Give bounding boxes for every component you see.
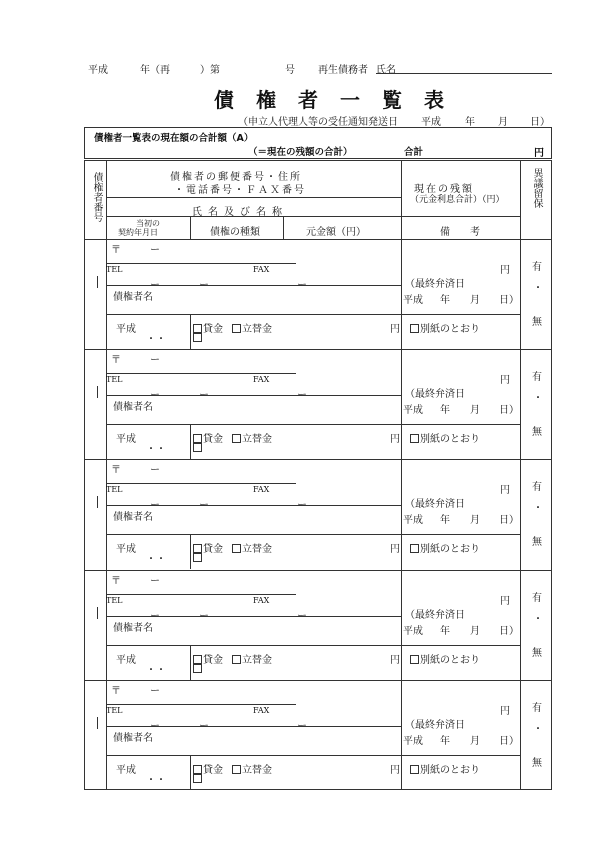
separate-sheet-checkbox[interactable] bbox=[410, 320, 480, 335]
entry-number-mark bbox=[97, 607, 98, 619]
address-line bbox=[106, 263, 296, 264]
entry-has: 有 bbox=[532, 262, 542, 273]
entry-creditor-label: 債権者名 bbox=[113, 402, 153, 413]
other-checkbox[interactable] bbox=[193, 443, 203, 454]
header-current-balance-2: （元金利息合計）（円） bbox=[410, 195, 505, 205]
checkbox-icon[interactable] bbox=[193, 553, 202, 562]
header-number-prefix: ）第 bbox=[200, 65, 220, 76]
entry-dash1: ー bbox=[150, 280, 160, 291]
entry-era: 平成 bbox=[116, 324, 136, 335]
entry-tel-label: TEL bbox=[106, 265, 123, 274]
separate-sheet-checkbox-label: 別紙のとおり bbox=[420, 655, 480, 666]
entry-fax-label: FAX bbox=[253, 596, 270, 605]
header-address-line1: 債権者の郵便番号・住所 bbox=[170, 172, 302, 183]
entry-none: 無 bbox=[532, 427, 542, 438]
entry-separator bbox=[84, 680, 552, 681]
loan-checkbox-label: 貸金 bbox=[203, 655, 223, 666]
address-line bbox=[106, 594, 296, 595]
other-checkbox[interactable] bbox=[193, 333, 203, 344]
entry-last-month: 月 bbox=[470, 515, 480, 526]
advance-checkbox-label: 立替金 bbox=[242, 324, 272, 335]
checkbox-icon[interactable] bbox=[232, 544, 241, 553]
remarks-line bbox=[401, 534, 520, 535]
entry-number-mark bbox=[97, 386, 98, 398]
entry-has: 有 bbox=[532, 703, 542, 714]
separate-sheet-checkbox[interactable] bbox=[410, 540, 480, 555]
entry-dash2: ー bbox=[199, 280, 209, 291]
header-creditor-no: 債権者番号 bbox=[91, 172, 102, 222]
col-line-balance bbox=[401, 160, 402, 790]
entry-postal-dash: ー bbox=[150, 686, 160, 697]
entry-postal-mark: 〒 bbox=[111, 686, 121, 697]
other-checkbox[interactable] bbox=[193, 664, 203, 675]
entry-fax-label: FAX bbox=[253, 375, 270, 384]
separate-sheet-checkbox-label: 別紙のとおり bbox=[420, 434, 480, 445]
notice-year: 年 bbox=[465, 117, 475, 128]
entry-dash1: ー bbox=[150, 390, 160, 401]
entry-fax-label: FAX bbox=[253, 265, 270, 274]
summary-total-label: 合計 bbox=[404, 147, 424, 158]
entry-dots: ・・ bbox=[146, 334, 166, 345]
entry-last-month: 月 bbox=[470, 295, 480, 306]
entry-separator bbox=[84, 570, 552, 571]
header-objection: 異議留保 bbox=[531, 168, 542, 208]
entry-dash1: ー bbox=[150, 721, 160, 732]
loan-checkbox-label: 貸金 bbox=[203, 765, 223, 776]
checkbox-icon[interactable] bbox=[232, 765, 241, 774]
entry-separator bbox=[84, 459, 552, 460]
advance-checkbox-label: 立替金 bbox=[242, 544, 272, 555]
checkbox-icon[interactable] bbox=[193, 774, 202, 783]
entry-yen: 円 bbox=[390, 434, 400, 445]
entry-dot: ・ bbox=[533, 393, 543, 404]
advance-checkbox[interactable] bbox=[232, 761, 272, 776]
advance-checkbox[interactable] bbox=[232, 651, 272, 666]
entry-era: 平成 bbox=[116, 765, 136, 776]
checkbox-icon[interactable] bbox=[193, 765, 202, 774]
entry-tel-label: TEL bbox=[106, 375, 123, 384]
summary-line1: 債権者一覧表の現在額の合計額（A） bbox=[94, 133, 254, 144]
entry-tel-label: TEL bbox=[106, 485, 123, 494]
entry-creditor-label: 債権者名 bbox=[113, 512, 153, 523]
address-line bbox=[106, 483, 296, 484]
entry-last-era: 平成 bbox=[403, 295, 423, 306]
header-name-line: 氏名及び名称 bbox=[192, 207, 288, 218]
loan-checkbox-label: 貸金 bbox=[203, 324, 223, 335]
separate-sheet-checkbox[interactable] bbox=[410, 430, 480, 445]
entry-has: 有 bbox=[532, 593, 542, 604]
header-era: 平成 bbox=[88, 65, 108, 76]
entry-balance-yen: 円 bbox=[500, 265, 510, 276]
address-line bbox=[106, 704, 296, 705]
entry-fax-label: FAX bbox=[253, 706, 270, 715]
entry-last-day: 日） bbox=[499, 405, 519, 416]
entry-last-era: 平成 bbox=[403, 736, 423, 747]
entry-postal-mark: 〒 bbox=[111, 245, 121, 256]
entry-postal-dash: ー bbox=[150, 355, 160, 366]
advance-checkbox[interactable] bbox=[232, 430, 272, 445]
col-line-objection bbox=[520, 160, 521, 790]
entry-dash2: ー bbox=[199, 500, 209, 511]
entry-last-year: 年 bbox=[440, 626, 450, 637]
entry-tel-label: TEL bbox=[106, 706, 123, 715]
separate-sheet-checkbox-label: 別紙のとおり bbox=[420, 544, 480, 555]
entry-last-payment: （最終弁済日 bbox=[405, 499, 465, 510]
entry-postal-dash: ー bbox=[150, 576, 160, 587]
checkbox-icon[interactable] bbox=[410, 765, 419, 774]
entry-fax-label: FAX bbox=[253, 485, 270, 494]
checkbox-icon[interactable] bbox=[193, 324, 202, 333]
entry-last-year: 年 bbox=[440, 736, 450, 747]
entry-era: 平成 bbox=[116, 434, 136, 445]
entry-dots: ・・ bbox=[146, 554, 166, 565]
checkbox-icon[interactable] bbox=[410, 434, 419, 443]
loan-checkbox-label: 貸金 bbox=[203, 434, 223, 445]
entry-dash1: ー bbox=[150, 611, 160, 622]
separate-sheet-checkbox[interactable] bbox=[410, 651, 480, 666]
entry-fax-dash: ー bbox=[297, 611, 307, 622]
notice-era: 平成 bbox=[421, 117, 441, 128]
entry-last-month: 月 bbox=[470, 736, 480, 747]
entry-era: 平成 bbox=[116, 544, 136, 555]
entry-last-day: 日） bbox=[499, 736, 519, 747]
advance-checkbox-label: 立替金 bbox=[242, 765, 272, 776]
notice-day: 日） bbox=[530, 117, 550, 128]
checkbox-icon[interactable] bbox=[232, 434, 241, 443]
header-initial-date-1: 当初の bbox=[136, 219, 160, 228]
separate-sheet-checkbox[interactable] bbox=[410, 761, 480, 776]
entry-yen: 円 bbox=[390, 324, 400, 335]
entry-last-payment: （最終弁済日 bbox=[405, 610, 465, 621]
entry-last-month: 月 bbox=[470, 405, 480, 416]
checkbox-icon[interactable] bbox=[193, 333, 202, 342]
entry-none: 無 bbox=[532, 317, 542, 328]
entry-last-payment: （最終弁済日 bbox=[405, 389, 465, 400]
entry-yen: 円 bbox=[390, 655, 400, 666]
entry-dot: ・ bbox=[533, 724, 543, 735]
header-address-line2: ・電話番号・ＦＡＸ番号 bbox=[174, 185, 306, 196]
checkbox-icon[interactable] bbox=[193, 443, 202, 452]
entry-tel-label: TEL bbox=[106, 596, 123, 605]
separate-sheet-checkbox-label: 別紙のとおり bbox=[420, 324, 480, 335]
notice-month: 月 bbox=[498, 117, 508, 128]
checkbox-icon[interactable] bbox=[193, 544, 202, 553]
entry-postal-mark: 〒 bbox=[111, 576, 121, 587]
entry-dots: ・・ bbox=[146, 665, 166, 676]
header-col-principal bbox=[283, 216, 284, 239]
entry-none: 無 bbox=[532, 648, 542, 659]
checkbox-icon[interactable] bbox=[193, 664, 202, 673]
entry-yen: 円 bbox=[390, 544, 400, 555]
header-col-claim bbox=[190, 216, 191, 239]
header-year-case: 年（再 bbox=[140, 65, 170, 76]
entry-last-era: 平成 bbox=[403, 515, 423, 526]
entry-last-year: 年 bbox=[440, 405, 450, 416]
summary-line2: （＝現在の残額の合計） bbox=[248, 147, 353, 158]
entry-last-year: 年 bbox=[440, 295, 450, 306]
entry-has: 有 bbox=[532, 482, 542, 493]
page-title: 債権者一覧表 bbox=[214, 88, 466, 112]
entry-dots: ・・ bbox=[146, 444, 166, 455]
col-line-no bbox=[106, 160, 107, 790]
entry-fax-dash: ー bbox=[297, 280, 307, 291]
entry-creditor-label: 債権者名 bbox=[113, 733, 153, 744]
claim-col-line bbox=[190, 314, 191, 349]
entry-fax-dash: ー bbox=[297, 500, 307, 511]
entry-last-day: 日） bbox=[499, 295, 519, 306]
other-checkbox[interactable] bbox=[193, 774, 203, 785]
entry-last-payment: （最終弁済日 bbox=[405, 279, 465, 290]
entry-postal-mark: 〒 bbox=[111, 355, 121, 366]
notice-label: （申立人代理人等の受任通知発送日 bbox=[238, 117, 398, 128]
header-current-balance-1: 現在の残額 bbox=[414, 184, 474, 195]
remarks-line bbox=[401, 314, 520, 315]
header-number-suffix: 号 bbox=[285, 65, 295, 76]
checkbox-icon[interactable] bbox=[410, 655, 419, 664]
advance-checkbox[interactable] bbox=[232, 320, 272, 335]
entry-balance-yen: 円 bbox=[500, 485, 510, 496]
entry-dash1: ー bbox=[150, 500, 160, 511]
claim-col-line bbox=[190, 645, 191, 680]
header-initial-date-2: 契約年月日 bbox=[118, 228, 158, 237]
entry-number-mark bbox=[97, 496, 98, 508]
entry-yen: 円 bbox=[390, 765, 400, 776]
remarks-line bbox=[401, 424, 520, 425]
advance-checkbox-label: 立替金 bbox=[242, 655, 272, 666]
entry-postal-dash: ー bbox=[150, 245, 160, 256]
other-checkbox[interactable] bbox=[193, 553, 203, 564]
header-name-label: 氏名 bbox=[376, 65, 396, 76]
entry-separator bbox=[84, 349, 552, 350]
header-bottom-line bbox=[84, 239, 552, 240]
entry-postal-mark: 〒 bbox=[111, 465, 121, 476]
claim-col-line bbox=[190, 424, 191, 459]
loan-checkbox-label: 貸金 bbox=[203, 544, 223, 555]
checkbox-icon[interactable] bbox=[193, 434, 202, 443]
advance-checkbox[interactable] bbox=[232, 540, 272, 555]
entry-last-year: 年 bbox=[440, 515, 450, 526]
entry-none: 無 bbox=[532, 537, 542, 548]
entry-number-mark bbox=[97, 276, 98, 288]
claim-col-line bbox=[190, 755, 191, 790]
header-principal: 元金額（円） bbox=[306, 227, 366, 238]
entry-dash2: ー bbox=[199, 721, 209, 732]
entry-last-day: 日） bbox=[499, 626, 519, 637]
entry-dash2: ー bbox=[199, 390, 209, 401]
entry-last-payment: （最終弁済日 bbox=[405, 720, 465, 731]
entry-none: 無 bbox=[532, 758, 542, 769]
entry-creditor-label: 債権者名 bbox=[113, 292, 153, 303]
entry-balance-yen: 円 bbox=[500, 375, 510, 386]
entry-last-era: 平成 bbox=[403, 626, 423, 637]
checkbox-icon[interactable] bbox=[410, 324, 419, 333]
entry-dots: ・・ bbox=[146, 775, 166, 786]
checkbox-icon[interactable] bbox=[232, 655, 241, 664]
separate-sheet-checkbox-label: 別紙のとおり bbox=[420, 765, 480, 776]
entry-fax-dash: ー bbox=[297, 390, 307, 401]
debtor-name-underline bbox=[376, 73, 552, 74]
entry-dot: ・ bbox=[533, 503, 543, 514]
entry-last-day: 日） bbox=[499, 515, 519, 526]
entry-last-month: 月 bbox=[470, 626, 480, 637]
entry-has: 有 bbox=[532, 372, 542, 383]
header-remarks-line bbox=[401, 216, 520, 217]
entry-creditor-label: 債権者名 bbox=[113, 623, 153, 634]
header-row-line1 bbox=[106, 197, 401, 198]
entry-dot: ・ bbox=[533, 614, 543, 625]
remarks-line bbox=[401, 645, 520, 646]
header-debtor-label: 再生債務者 bbox=[318, 65, 368, 76]
entry-number-mark bbox=[97, 717, 98, 729]
entry-last-era: 平成 bbox=[403, 405, 423, 416]
checkbox-icon[interactable] bbox=[410, 544, 419, 553]
entry-era: 平成 bbox=[116, 655, 136, 666]
checkbox-icon[interactable] bbox=[232, 324, 241, 333]
entry-dot: ・ bbox=[533, 283, 543, 294]
advance-checkbox-label: 立替金 bbox=[242, 434, 272, 445]
entry-dash2: ー bbox=[199, 611, 209, 622]
entry-balance-yen: 円 bbox=[500, 596, 510, 607]
header-claim-type: 債権の種類 bbox=[210, 227, 260, 238]
checkbox-icon[interactable] bbox=[193, 655, 202, 664]
entry-postal-dash: ー bbox=[150, 465, 160, 476]
summary-yen: 円 bbox=[534, 148, 544, 159]
claim-col-line bbox=[190, 534, 191, 569]
remarks-line bbox=[401, 755, 520, 756]
entry-fax-dash: ー bbox=[297, 721, 307, 732]
entry-balance-yen: 円 bbox=[500, 706, 510, 717]
address-line bbox=[106, 373, 296, 374]
header-remarks: 備 考 bbox=[440, 227, 480, 238]
